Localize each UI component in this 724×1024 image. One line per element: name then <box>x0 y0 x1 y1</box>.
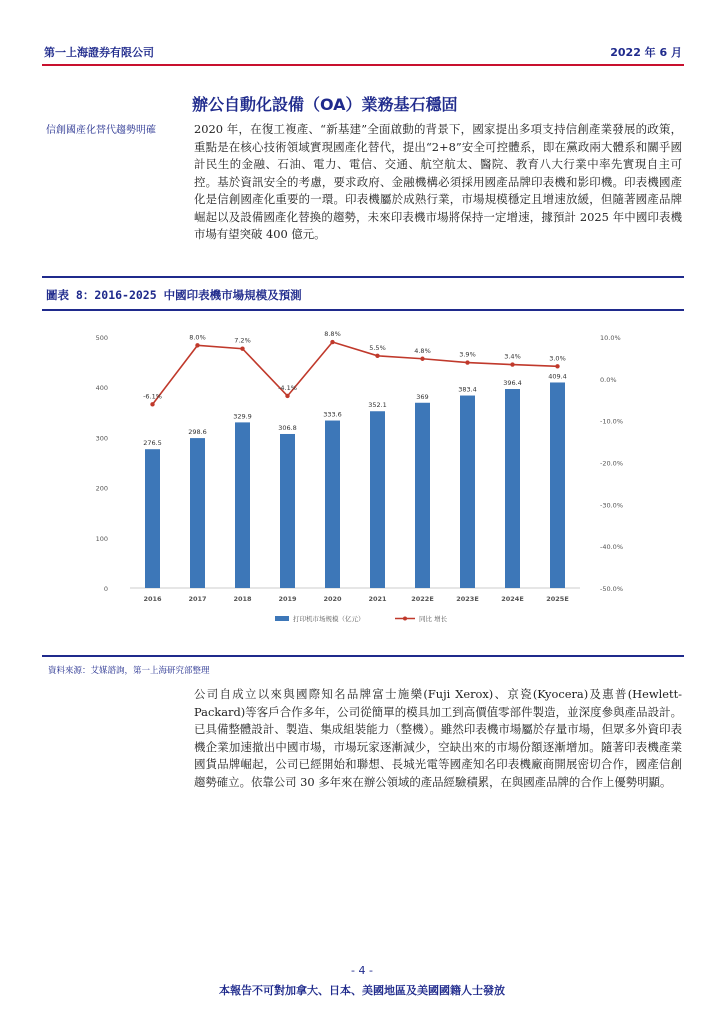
bar-2018 <box>235 422 250 588</box>
body-paragraph-1: 2020 年，在復工複產、“新基建”全面啟動的背景下，國家提出多項支持信創產業發展的政策，重點是在核心技術領域實現國產化替代，提出“2+8”安全可控體系，即在黨政兩大體系和關乎國計民生的金融、石油、電力、電信、交通、航空航太、醫院、教育八大行業中率先實現自主可控。基於資訊安全的考慮，要求政府、金融機構必須採用國產品牌印表機和影印機。印表機國產化是信創國產化重要的一環。印表機屬於成熟行業，市場規模穩定且增速放緩，但隨著國產品牌崛起以及設備國產化替換的趨勢，未來印表機市場將保持一定增速，據預計 2025 年中國印表機市場有望突破 400 億元。 <box>194 122 682 241</box>
page-number: - 4 - <box>351 964 373 977</box>
growth-point-2018 <box>240 347 244 351</box>
legend-line-label: 同比 增长 <box>419 615 448 623</box>
growth-value-label: 5.5% <box>369 343 386 352</box>
bar-2016 <box>145 449 160 588</box>
figure-source: 資料來源：艾媒諮詢，第一上海研究部整理 <box>48 666 210 676</box>
figure-title: 圖表 8：2016-2025 中國印表機市場規模及預測 <box>46 288 302 302</box>
bar-2019 <box>280 434 295 588</box>
x-tick-label: 2019 <box>278 595 297 603</box>
bar-2017 <box>190 438 205 588</box>
figure-top-rule <box>42 276 684 278</box>
bar-2025E <box>550 382 565 588</box>
bar-2023E <box>460 396 475 588</box>
growth-point-2023E <box>465 360 469 364</box>
bar-2021 <box>370 411 385 588</box>
body-paragraph-2: 公司自成立以來與國際知名品牌富士施樂(Fuji Xerox)、京瓷(Kyocera)及惠普(Hewlett-Packard)等客戶合作多年，公司從簡單的模具加工到高價值零部件製造，並深度參與產品設計。已具備整體設計、製造、集成組裝能力（整機）。雖然印表機市場屬於存量市場，但眾多外資印表機企業加速撤出中國市場，市場玩家逐漸減少，空缺出來的市場份額逐漸增加。隨著印表機產業國貨品牌崛起，公司已經開始和聯想、長城光電等國產知名印表機廠商開展密切合作，國產信創趨勢確立。依靠公司 30 多年來在辦公領域的產品經驗積累，在與國產品牌的合作上優勢明顯。 <box>194 687 682 789</box>
left-tick-label: 400 <box>95 384 108 393</box>
header-date: 2022 年 6 月 <box>610 46 682 59</box>
bar-2024E <box>505 389 520 588</box>
bar-value-label: 306.8 <box>278 423 297 432</box>
right-tick-label: -10.0% <box>600 417 623 426</box>
left-tick-label: 500 <box>95 334 108 342</box>
growth-value-label: -4.1% <box>278 383 297 392</box>
x-tick-label: 2016 <box>143 595 162 603</box>
right-tick-label: 10.0% <box>600 334 621 342</box>
bar-value-label: 329.9 <box>233 412 252 421</box>
growth-value-label: 7.2% <box>234 336 251 345</box>
bar-value-label: 383.4 <box>458 385 477 394</box>
growth-value-label: 4.8% <box>414 346 431 355</box>
x-tick-label: 2021 <box>368 595 387 603</box>
bar-2022E <box>415 403 430 588</box>
bar-value-label: 333.6 <box>323 410 342 419</box>
right-tick-label: -50.0% <box>600 585 623 593</box>
bar-value-label: 409.4 <box>548 372 567 381</box>
growth-value-label: 3.4% <box>504 352 521 361</box>
printer-market-chart <box>90 325 630 635</box>
x-tick-label: 2018 <box>233 595 252 603</box>
growth-point-2017 <box>195 343 199 347</box>
bar-value-label: 369 <box>416 392 429 401</box>
legend-line-marker <box>403 617 407 621</box>
growth-point-2020 <box>330 340 334 344</box>
section-title: 辦公自動化設備（OA）業務基石穩固 <box>192 95 458 114</box>
right-tick-label: -30.0% <box>600 501 623 510</box>
right-tick-label: 0.0% <box>600 375 617 384</box>
growth-point-2019 <box>285 394 289 398</box>
growth-point-2024E <box>510 362 514 366</box>
growth-value-label: 3.0% <box>549 354 566 363</box>
bar-value-label: 298.6 <box>188 428 207 437</box>
figure-title-rule <box>42 309 684 311</box>
bar-2020 <box>325 421 340 588</box>
growth-value-label: -6.1% <box>143 392 162 401</box>
growth-value-label: 8.8% <box>324 330 341 339</box>
growth-point-2016 <box>150 402 154 406</box>
bar-value-label: 276.5 <box>143 439 162 448</box>
growth-value-label: 8.0% <box>189 333 206 342</box>
growth-line <box>153 342 558 404</box>
growth-point-2022E <box>420 357 424 361</box>
x-tick-label: 2025E <box>546 595 569 603</box>
legend-bar-label: 打印机市场规模（亿元） <box>293 615 365 623</box>
growth-point-2025E <box>555 364 559 368</box>
left-tick-label: 200 <box>95 484 108 493</box>
x-tick-label: 2017 <box>188 595 207 603</box>
header-divider <box>42 64 684 66</box>
right-tick-label: -40.0% <box>600 543 623 552</box>
growth-value-label: 3.9% <box>459 350 476 359</box>
x-tick-label: 2022E <box>411 595 434 603</box>
bar-value-label: 352.1 <box>368 401 387 410</box>
legend-bar-swatch <box>275 616 289 621</box>
left-tick-label: 0 <box>103 585 108 593</box>
growth-point-2021 <box>375 354 379 358</box>
side-label: 信創國產化替代趨勢明確 <box>46 125 156 136</box>
header-company: 第一上海證券有限公司 <box>44 46 154 59</box>
x-tick-label: 2024E <box>501 595 524 603</box>
x-tick-label: 2023E <box>456 595 479 603</box>
left-tick-label: 100 <box>95 534 108 543</box>
left-tick-label: 300 <box>95 434 108 443</box>
footer-disclaimer: 本報告不可對加拿大、日本、美國地區及美國國籍人士發放 <box>219 984 505 997</box>
x-tick-label: 2020 <box>323 595 342 603</box>
right-tick-label: -20.0% <box>600 459 623 468</box>
figure-bottom-rule <box>42 655 684 657</box>
bar-value-label: 396.4 <box>503 379 522 388</box>
